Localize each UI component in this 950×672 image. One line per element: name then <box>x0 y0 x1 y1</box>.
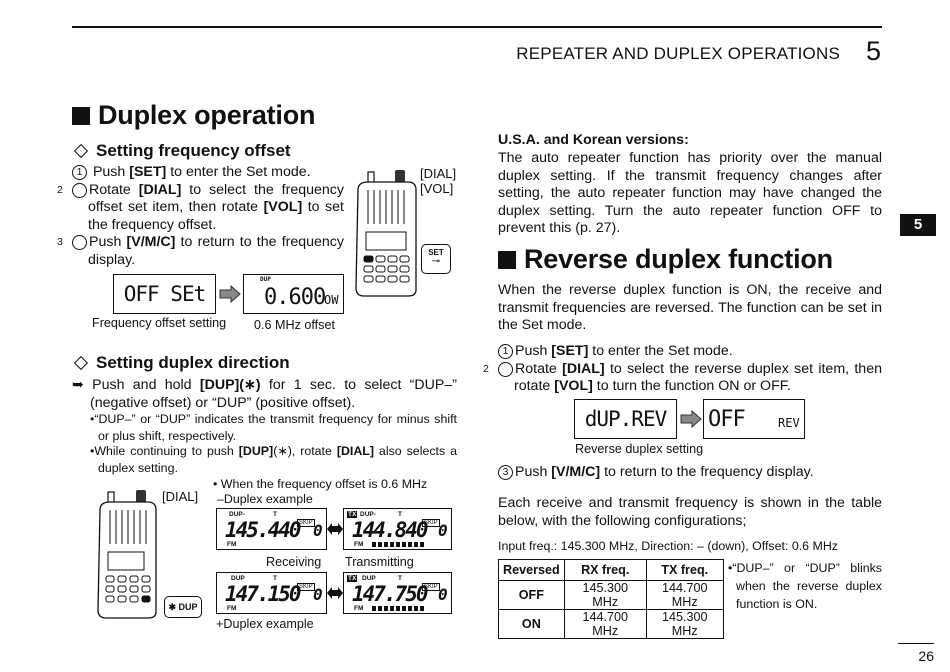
caption-offset-setting: Frequency offset setting <box>92 316 227 330</box>
table-cell: ON <box>499 610 565 639</box>
lcd-minus-tx: TX DUP- T SKIP 144.840 0 FM <box>343 508 452 550</box>
reverse-heading: Reverse duplex function <box>498 244 833 275</box>
direction-sub-1: •“DUP–” or “DUP” indicates the transmit frequency for minus shift or plus shift, respectively. <box>90 412 457 443</box>
caption-offset-value: 0.6 MHz offset <box>254 318 335 332</box>
direction-sub-2: •While continuing to push [DUP](∗), rotate [DIAL] also selects a duplex setting. <box>90 444 457 475</box>
dial-label: [DIAL] <box>420 166 457 181</box>
double-arrow-icon <box>327 522 343 536</box>
receiving-label: Receiving <box>266 555 322 569</box>
table-cell: 144.700 MHz <box>646 581 723 610</box>
signal-meter <box>372 606 424 611</box>
table-header: TX freq. <box>646 560 723 581</box>
table-cell: 145.300 MHz <box>646 610 723 639</box>
plus-duplex-example: +Duplex example <box>216 617 314 631</box>
offset-steps <box>57 164 344 270</box>
radio-illustration <box>350 166 420 298</box>
lcd-offset-set: OFF SEt <box>113 274 216 314</box>
reverse-steps <box>483 343 882 396</box>
table-header-row <box>499 560 724 581</box>
lcd-minus-rx: DUP- T SKIP 145.440 0 FM <box>216 508 327 550</box>
chapter-tab: 5 <box>900 214 936 236</box>
signal-meter <box>372 542 424 547</box>
reverse-step-3: 3 Push [V/M/C] to return to the frequency display. <box>498 464 814 482</box>
radio-illustration-bottom <box>94 488 158 620</box>
table-cell: OFF <box>499 581 565 610</box>
table-intro: Each receive and transmit frequency is shown in the table below, with the following configurations; <box>498 495 882 529</box>
reverse-step-2: 2 Rotate [DIAL] to select the reverse duplex set item, then rotate [VOL] to turn the function ON or OFF. <box>483 360 882 395</box>
header-rule <box>72 26 882 28</box>
reverse-note: •“DUP–” or “DUP” blinks when the reverse duplex function is ON. <box>728 561 882 611</box>
table-row <box>499 610 724 639</box>
diamond-icon <box>74 144 88 158</box>
offset-step-1: 1 Push [SET] to enter the Set mode. <box>72 164 344 182</box>
arrow-right-icon <box>219 285 241 303</box>
lcd-reverse-value: OFF REV <box>703 399 805 439</box>
lcd-reverse-set: dUP.REV <box>574 399 677 439</box>
table-header: Reversed <box>499 560 565 581</box>
lcd-plus-rx: DUP T SKIP 147.150 0 FM <box>216 572 327 614</box>
usa-body: The auto repeater function has priority over the manual duplex setting. If the transmit frequency changes after setting, the auto repeater function may have changed the duplex setting. Turn the auto repeater function OFF to prevent this (p. 27). <box>498 150 882 237</box>
minus-duplex-example: –Duplex example <box>217 492 313 506</box>
page-number-rule <box>898 643 934 644</box>
transmitting-label: Transmitting <box>345 555 414 569</box>
set-key-icon: SET ⊸ <box>421 244 451 274</box>
offset-note: • When the frequency offset is 0.6 MHz <box>213 477 428 491</box>
caption-reverse-setting: Reverse duplex setting <box>575 442 704 456</box>
lcd-offset-value: DUP 0.600 OW <box>243 274 344 314</box>
dial-label-bottom: [DIAL] <box>162 489 199 504</box>
table-row <box>499 581 724 610</box>
arrow-right-icon <box>680 410 702 428</box>
config-line: Input freq.: 145.300 MHz, Direction: – (down), Offset: 0.6 MHz <box>498 539 838 553</box>
table-header: RX freq. <box>564 560 646 581</box>
double-arrow-icon <box>327 586 343 600</box>
table-cell: 145.300 MHz <box>564 581 646 610</box>
reverse-step-1: 1 Push [SET] to enter the Set mode. <box>498 343 882 361</box>
offset-heading: Setting frequency offset <box>72 141 291 161</box>
offset-step-2: 2 Rotate [DIAL] to select the frequency offset set item, then rotate [VOL] to set the frequency offset. <box>57 181 344 233</box>
lcd-plus-tx: TX DUP T SKIP 147.750 0 FM <box>343 572 452 614</box>
chapter-number: 5 <box>866 36 882 66</box>
frequency-table <box>498 559 724 639</box>
vol-label: [VOL] <box>420 181 454 196</box>
reverse-intro: When the reverse duplex function is ON, the receive and transmit frequencies are reversed. The function can be set in the Set mode. <box>498 282 882 334</box>
table-cell: 144.700 MHz <box>564 610 646 639</box>
page-number: 26 <box>918 648 934 664</box>
square-bullet-icon <box>498 251 516 269</box>
offset-step-3: 3 Push [V/M/C] to return to the frequency display. <box>57 234 344 268</box>
square-bullet-icon <box>72 107 90 125</box>
direction-heading: Setting duplex direction <box>72 353 290 373</box>
duplex-heading: Duplex operation <box>72 100 315 131</box>
arrow-bullet-icon: ➥ <box>72 377 93 393</box>
diamond-icon <box>74 356 88 370</box>
section-header: REPEATER AND DUPLEX OPERATIONS <box>516 44 840 63</box>
direction-bullet: ➥ Push and hold [DUP](∗) for 1 sec. to select “DUP–” (negative offset) or “DUP” (positive offset). <box>72 377 457 411</box>
usa-title: U.S.A. and Korean versions: <box>498 132 689 148</box>
dup-key-icon: ✱ DUP <box>164 596 202 618</box>
